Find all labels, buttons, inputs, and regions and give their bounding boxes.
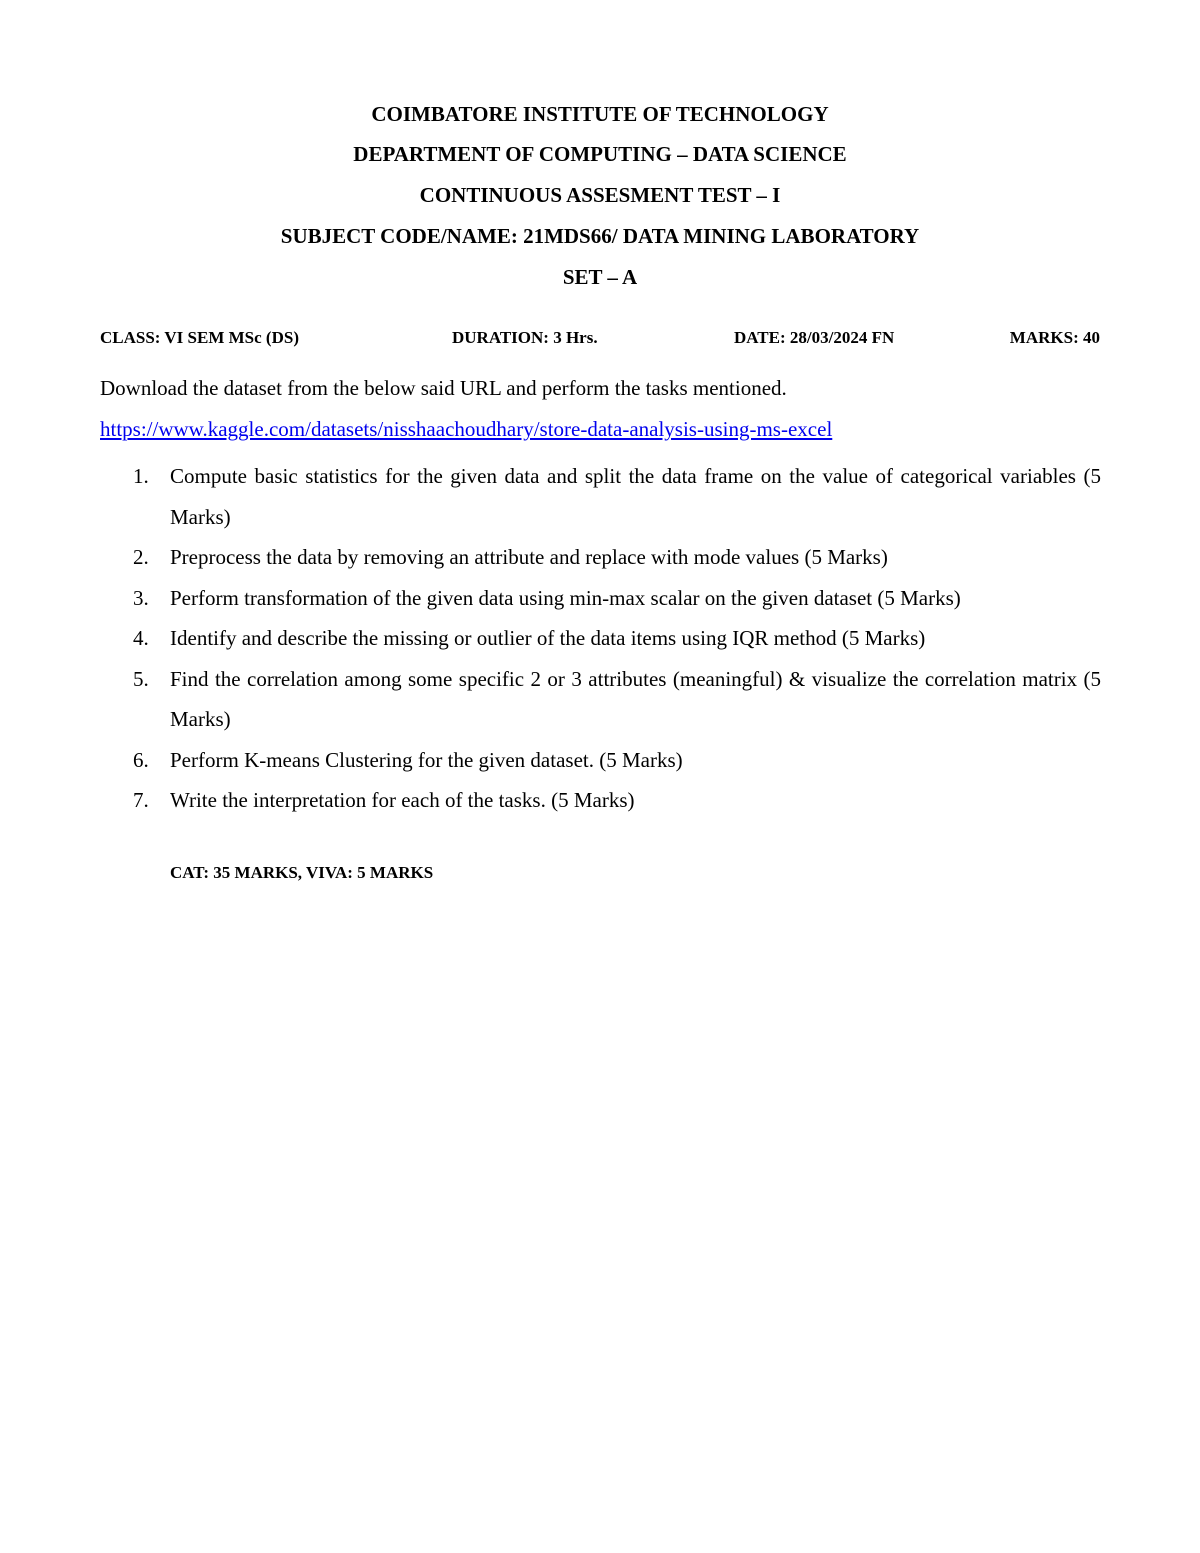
task-item [100,740,1101,781]
dataset-url-link[interactable]: https://www.kaggle.com/datasets/nisshaachoudhary/store-data-analysis-using-ms-excel [100,417,833,441]
department-name: DEPARTMENT OF COMPUTING – DATA SCIENCE [353,142,847,166]
task-number: 7. [133,788,149,812]
task-text: Perform K-means Clustering for the given dataset. (5 Marks) [170,747,683,772]
task-text: Perform transformation of the given data using min-max scalar on the given dataset (5 Marks) [170,585,961,610]
task-item [100,456,1101,537]
task-item [100,578,1101,619]
task-number: 2. [133,545,149,569]
task-item [100,618,1101,659]
subject-title: SUBJECT CODE/NAME: 21MDS66/ DATA MINING LABORATORY [280,224,920,248]
task-text: Find the correlation among some specific 2 or 3 attributes (meaningful) & visualize the correlation matrix (5 Marks) [170,666,1101,731]
marks-split: CAT: 35 MARKS, VIVA: 5 MARKS [170,863,434,882]
task-item [100,780,1101,821]
task-number: 3. [133,585,149,610]
task-text: Write the interpretation for each of the tasks. (5 Marks) [170,788,635,812]
set-label: SET – A [562,265,638,289]
task-item [100,537,1101,578]
duration-info: DURATION: 3 Hrs. [452,328,598,347]
instructions-text: Download the dataset from the below said URL and perform the tasks mentioned. [100,376,787,400]
task-number: 1. [133,464,149,488]
task-text: Preprocess the data by removing an attribute and replace with mode values (5 Marks) [170,545,888,569]
task-text: Compute basic statistics for the given data and split the data frame on the value of categorical variables (5 Marks) [170,464,1101,529]
task-number: 5. [133,666,149,691]
task-number: 4. [133,626,149,650]
task-number: 6. [133,747,149,772]
marks-info: MARKS: 40 [1009,328,1100,347]
test-title: CONTINUOUS ASSESMENT TEST – I [419,183,781,207]
institute-name: COIMBATORE INSTITUTE OF TECHNOLOGY [371,102,829,126]
date-info: DATE: 28/03/2024 FN [734,328,895,347]
task-text: Identify and describe the missing or outlier of the data items using IQR method (5 Marks) [170,626,926,650]
task-item [100,659,1101,740]
class-info: CLASS: VI SEM MSc (DS) [100,328,299,347]
exam-meta-row [100,326,1100,350]
task-list [100,456,1101,821]
